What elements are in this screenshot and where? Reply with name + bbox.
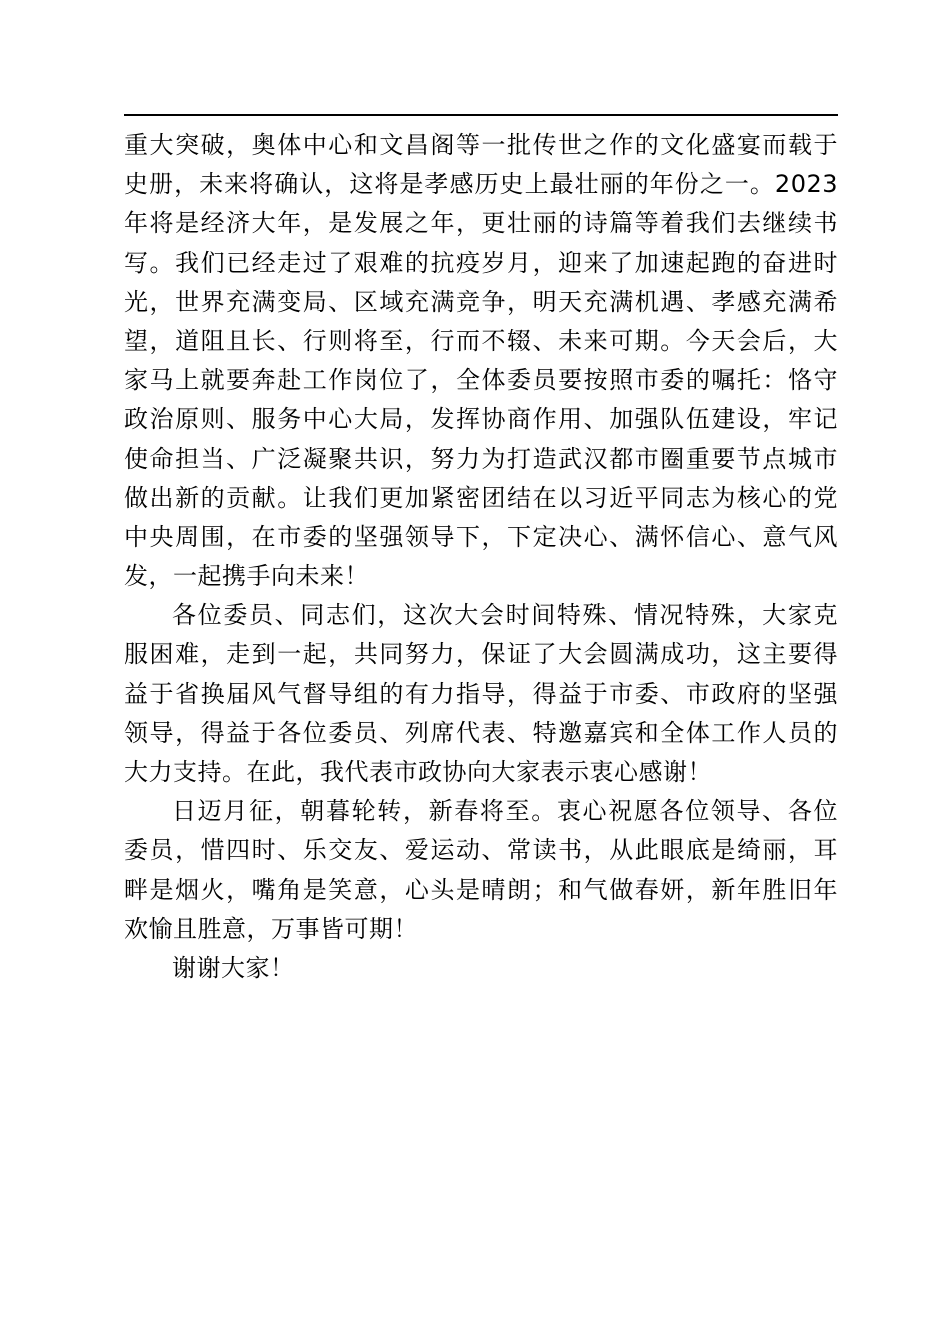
document-body	[124, 126, 838, 988]
text-line: 各位委员、同志们，这次大会时间特殊、情况特殊，大家克	[172, 601, 838, 630]
text-line: 委员，惜四时、乐交友、爱运动、常读书，从此眼底是绮丽，耳	[124, 836, 838, 865]
text-line: 谢谢大家！	[172, 953, 295, 982]
text-line: 光，世界充满变局、区域充满竞争，明天充满机遇、孝感充满希	[124, 287, 838, 316]
text-line: 欢愉且胜意，万事皆可期！	[124, 914, 418, 943]
text-line: 畔是烟火，嘴角是笑意，心头是晴朗；和气做春妍，新年胜旧年	[124, 875, 838, 904]
header-rule	[124, 114, 838, 116]
text-line: 年将是经济大年，是发展之年，更壮丽的诗篇等着我们去继续书	[124, 209, 838, 238]
text-line: 大力支持。在此，我代表市政协向大家表示衷心感谢！	[124, 758, 712, 786]
text-line: 重大突破，奥体中心和文昌阁等一批传世之作的文化盛宴而载于	[124, 131, 838, 159]
text-line: 写。我们已经走过了艰难的抗疫岁月，迎来了加速起跑的奋进时	[124, 248, 838, 277]
text-line: 益于省换届风气督导组的有力指导，得益于市委、市政府的坚强	[124, 679, 838, 708]
text-line: 发，一起携手向未来！	[124, 562, 369, 591]
text-line: 使命担当、广泛凝聚共识，努力为打造武汉都市圈重要节点城市	[124, 444, 838, 473]
text-line: 史册，未来将确认，这将是孝感历史上最壮丽的年份之一。2023	[124, 170, 838, 199]
text-line: 服困难，走到一起，共同努力，保证了大会圆满成功，这主要得	[124, 640, 838, 669]
text-line: 中央周围，在市委的坚强领导下，下定决心、满怀信心、意气风	[124, 522, 838, 551]
text-line: 领导，得益于各位委员、列席代表、特邀嘉宾和全体工作人员的	[124, 718, 838, 747]
text-line: 政治原则、服务中心大局，发挥协商作用、加强队伍建设，牢记	[124, 405, 838, 434]
text-line: 望，道阻且长、行则将至，行而不辍、未来可期。今天会后，大	[124, 326, 838, 355]
text-line: 家马上就要奔赴工作岗位了，全体委员要按照市委的嘱托：恪守	[124, 366, 838, 395]
text-line: 日迈月征，朝暮轮转，新春将至。衷心祝愿各位领导、各位	[172, 797, 838, 826]
text-line: 做出新的贡献。让我们更加紧密团结在以习近平同志为核心的党	[124, 483, 838, 512]
